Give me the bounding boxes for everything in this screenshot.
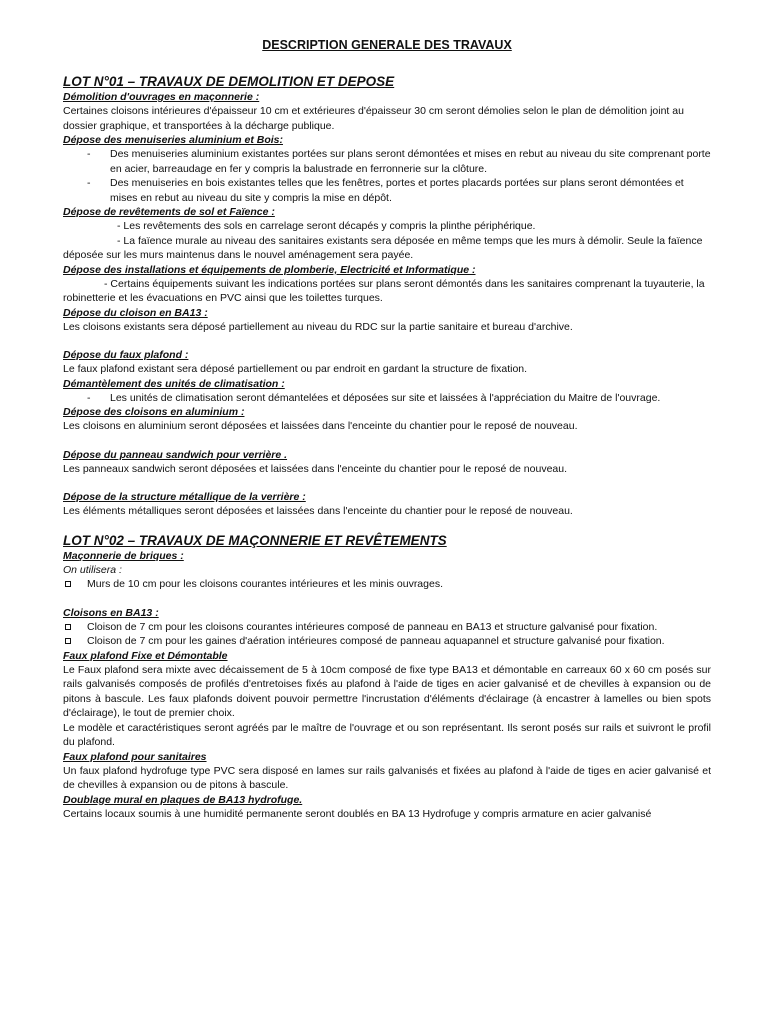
lot2-text-faux-plafond-2: Le modèle et caractéristiques seront agréés par le maître de l'ouvrage et ou son représentant. Ils seront posés sur rails et suivront le profil du plafond. [63, 721, 711, 748]
lot1-title: LOT N°01 – TRAVAUX DE DEMOLITION ET DEPOSE [63, 74, 395, 89]
lot1-text-revetements-2: - La faïence murale au niveau des sanitaires existants sera déposée en même temps que les murs à démolir. Seule la faïence déposée sur les murs maintenus dans le nouvel aménagement sera payée. [63, 234, 703, 261]
lot2-heading-faux-plafond-sanitaires: Faux plafond pour sanitaires [63, 750, 207, 763]
lot1-text-faux-plafond: Le faux plafond existant sera déposé partiellement ou par endroit en gardant la structure de fixation. [63, 363, 528, 375]
lot2-title: LOT N°02 – TRAVAUX DE MAÇONNERIE ET REVÊTEMENTS [63, 532, 447, 548]
lot1-heading-climatisation: Démantèlement des unités de climatisation : [63, 377, 285, 390]
list-item: - Des menuiseries en bois existantes telles que les fenêtres, portes et portes placards portées sur plans seront démontées et mises en rebut au niveau du site y compris la mise en dépôt. [87, 177, 684, 204]
lot2-intro-briques: On utilisera : [63, 563, 122, 576]
lot1-text-installations: - Certains équipements suivant les indications portées sur plans seront démontés dans les sanitaires comprenant la tuyauterie, la robinetterie et les évacuations en PVC ainsi que les toilettes turques. [63, 277, 705, 304]
lot1-text-structure-metallique: Les éléments métalliques seront déposées et laissées dans l'enceinte du chantier pour le reposé de nouveau. [63, 505, 573, 517]
document-title: DESCRIPTION GENERALE DES TRAVAUX [262, 38, 512, 52]
document-page [63, 37, 711, 821]
lot2-text-doublage: Certains locaux soumis à une humidité permanente seront doublés en BA 13 Hydrofuge y compris armature en acier galvanisé [63, 807, 652, 820]
lot2-cloisons-list [63, 620, 711, 649]
lot2-heading-briques: Maçonnerie de briques : [63, 549, 184, 562]
list-item: Cloison de 7 cm pour les gaines d'aération intérieures composé de panneau aquapannel et structure galvanisé pour fixation. [63, 634, 711, 649]
lot2-heading-faux-plafond: Faux plafond Fixe et Démontable [63, 649, 228, 662]
list-item: Murs de 10 cm pour les cloisons courantes intérieures et les minis ouvrages. [63, 577, 711, 592]
lot1-text-revetements-1: - Les revêtements des sols en carrelage seront décapés y compris la plinthe périphérique. [117, 220, 536, 232]
lot1-menuiseries-list [63, 147, 711, 205]
lot1-climatisation-list [63, 391, 711, 406]
lot1-text-demolition: Certaines cloisons intérieures d'épaisseur 10 cm et extérieures d'épaisseur 30 cm seront démolies selon le plan de démolition joint au dossier graphique, et transportées à la décharge publique. [63, 105, 684, 132]
list-item: - Des menuiseries aluminium existantes portées sur plans seront démontées et mises en rebut au niveau du site comprenant porte en acier, barreaudage en fer y compris la balustrade en ferronnerie sur la clôture. [87, 148, 711, 175]
list-item: Cloison de 7 cm pour les cloisons courantes intérieures composé de panneau en BA13 et structure galvanisé pour fixation. [63, 620, 711, 635]
lot1-heading-demolition: Démolition d'ouvrages en maçonnerie : [63, 91, 260, 103]
lot1-heading-faux-plafond: Dépose du faux plafond : [63, 349, 189, 361]
lot1-heading-panneau-sandwich: Dépose du panneau sandwich pour verrière . [63, 448, 288, 461]
lot1-text-cloisons-aluminium: Les cloisons en aluminium seront déposées et laissées dans l'enceinte du chantier pour le reposé de nouveau. [63, 420, 578, 432]
lot1-heading-cloisons-aluminium: Dépose des cloisons en aluminium : [63, 406, 245, 418]
lot2-briques-list [63, 577, 711, 592]
lot2-text-faux-plafond-sanitaires: Un faux plafond hydrofuge type PVC sera disposé en lames sur rails galvanisés et fixées au plafond à l'aide de tiges en acier galvanisé et de chevilles à expansion ou de pitons à bascule. [63, 764, 711, 791]
lot1-heading-cloison-ba13: Dépose du cloison en BA13 : [63, 306, 208, 319]
lot1-text-cloison-ba13: Les cloisons existants sera déposé partiellement au niveau du RDC sur la partie sanitaire et bureau d'archive. [63, 320, 573, 333]
lot1-heading-installations: Dépose des installations et équipements de plomberie, Electricité et Informatique : [63, 263, 476, 276]
lot1-heading-structure-metallique: Dépose de la structure métallique de la verrière : [63, 491, 306, 503]
lot2-heading-doublage: Doublage mural en plaques de BA13 hydrofuge. [63, 793, 303, 806]
lot1-heading-menuiseries: Dépose des menuiseries aluminium et Bois: [63, 134, 283, 146]
lot2-heading-cloisons-ba13: Cloisons en BA13 : [63, 606, 159, 619]
list-item: - Les unités de climatisation seront démantelées et déposées sur site et laissées à l'appréciation du Maitre de l'ouvrage. [87, 391, 661, 404]
lot1-heading-revetements: Dépose de revêtements de sol et Faïence : [63, 206, 275, 218]
lot1-text-panneau-sandwich: Les panneaux sandwich seront déposées et laissées dans l'enceinte du chantier pour le reposé de nouveau. [63, 462, 568, 475]
lot2-text-faux-plafond-1: Le Faux plafond sera mixte avec décaissement de 5 à 10cm composé de fixe type BA13 et démontable en carreaux 60 x 60 cm posés sur rails galvanisés composés de profilés d'entretoises fixés au plafond à l'aide de tiges en acier galvanisé et de chevilles à expansion ou de pitons à bascule. Les faux plafonds doivent pouvoir permettre l'incrustation d'éléments d'éclairage (à encastrer à lamelles ou bien spots d'éclairage), le tout de premier choix. [63, 663, 711, 719]
